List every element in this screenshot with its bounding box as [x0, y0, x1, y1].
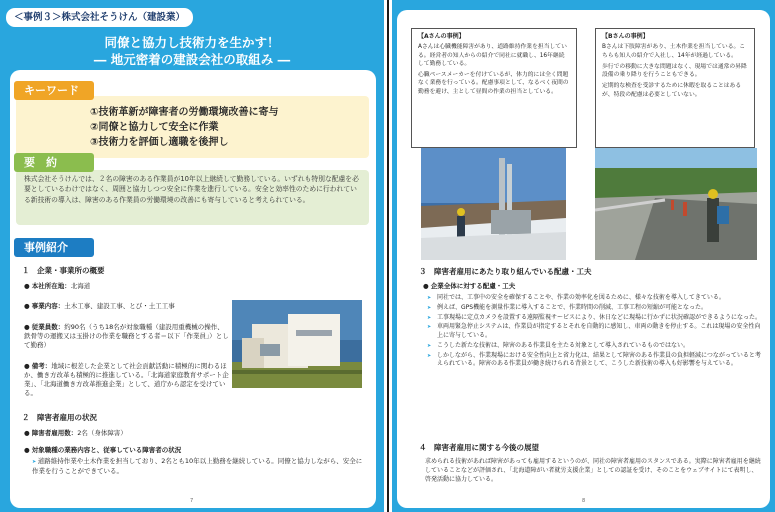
- title-line-2: ― 地元密着の建設会社の取組み ―: [93, 52, 291, 67]
- case-a-para-1: Aさんは心臓機能障害があり、道路維持作業を担当している。経営者の知人からの紹介で同社に就職し、16年継続して勤務している。: [418, 44, 567, 67]
- case-label: ＜事例３＞株式会社そうけん（建設業）: [6, 8, 193, 27]
- case-b-para-2: 歩行での移動に大きな問題はなく、現場では通常の昇降設備の乗り降りを行うこともできる。: [602, 63, 747, 79]
- location-value: 北海道: [70, 282, 91, 290]
- section-3-title: ３ 障害者雇用にあたり取り組んでいる配慮・工夫: [419, 267, 592, 276]
- employees-label: 従業員数：: [31, 323, 65, 331]
- case-b-box: [595, 28, 755, 148]
- summary-text: 株式会社そうけんでは、２名の障害のある作業員が10年以上継続して勤務している。いずれも特別な配慮を必要としているわけではなく、周囲と協力しつつ安全に作業を進行している。安全と効率性のために行われている新技術の導入は、障害のある作業員の労働環境の改善にも寄与していると考えられている。: [24, 175, 359, 204]
- location-row: ● 本社所在地：北海道: [24, 282, 91, 290]
- case-b-title: 【Bさんの事例】: [602, 33, 649, 40]
- case-b-para-1: Bさんは下肢障害があり、土木作業を担当している。こちらも知人の紹介で入社し、14年が経過している。: [602, 44, 746, 59]
- case-a-title: 【Aさんの事例】: [418, 33, 465, 40]
- company-wide-row: ● 企業全体に対する配慮・工夫: [423, 282, 516, 290]
- keywords-tag: キーワード: [14, 81, 94, 100]
- remarks-value: 地域に根差した企業として社会貢献活動に積極的に関わるほか、働き方改革も積極的に推進している。「北海道家庭教育サポート企業」、「北海道働き方改革推進企業」として、道庁から認定を受けている。: [24, 362, 229, 397]
- duties-text: 道路維持作業や土木作業を担当しており、2名とも10年以上勤務を継続している。同僚と協力しながら、安全に作業を行うことができている。: [32, 457, 363, 475]
- page-divider: [384, 0, 392, 512]
- left-page: [0, 0, 384, 512]
- keyword-1: ①技術革新が障害者の労働環境改善に寄与: [90, 107, 279, 118]
- case-a-box: [411, 28, 577, 148]
- duties-row: ● 対象職種の業務内容と、従事している障害者の状況: [24, 446, 182, 454]
- remarks-row: ● 備考：地域に根差した企業として社会貢献活動に積極的に関わるほか、働き方改革も積極的に推進している。「北海道家庭教育サポート企業」、「北海道働き方改革推進企業」として、道庁から認定を受けている。: [24, 362, 229, 397]
- location-label: 本社所在地：: [31, 282, 71, 290]
- right-page: [392, 0, 775, 512]
- measure-item: ➤ こうした新たな技術は、障害のある作業員を主たる対象として導入されているものではない。: [427, 342, 762, 351]
- duties-text-row: ➤ 道路維持作業や土木作業を担当しており、2名とも10年以上勤務を継続している。同僚と協力しながら、安全に作業を行うことができている。: [32, 457, 363, 475]
- page-number-right: 8: [582, 498, 586, 504]
- company-building-photo: [232, 300, 362, 388]
- summary-tag: 要 約: [14, 153, 94, 172]
- measure-item: ➤ 例えば、GPS機能を測量作業に導入することで、作業時間の削減、工事工程の短縮が可能となった。: [427, 304, 762, 313]
- keyword-2: ②同僚と協力して安全に作業: [90, 122, 219, 133]
- measure-item: ➤ 同社では、工事中の安全を確保することや、作業の効率化を図るために、様々な技術を導入してきている。: [427, 294, 762, 303]
- case-a-para-2: 心臓ペースメーカーを付けているが、体力的には全く問題なく業務を行っている。配慮事項として、なるべく夜間の勤務を避け、主として昼間の作業の担当としている。: [418, 72, 569, 95]
- case-b-para-3: 定期的な検査を受診するために休暇を取ることはあるが、特段の配慮は必要としていない。: [602, 83, 742, 98]
- measure-item: ➤ しかしながら、作業現場における安全性向上と省力化は、結果として障害のある作業員の負担軽減につながっていると考えられている。障害のある作業員が働き続けられる背景として、こうした新技術の導入も好影響を与えている。: [427, 352, 762, 369]
- intro-tag: 事例紹介: [14, 238, 94, 257]
- business-row: ● 事業内容：土木工事、建設工事、とび・土工工事: [24, 302, 175, 310]
- employees-value: 約90名（うち18名が対象職種（建設用重機械の操作、鉄骨等の運搬又は玉掛けの作業を職務とする者＝以下「作業員」）として勤務）: [24, 323, 229, 349]
- disabled-count-row: ● 障害者雇用数：2名（身体障害）: [24, 429, 127, 437]
- road-work-photo: [595, 148, 757, 260]
- outlook-text: 求められる技術があれば障害があっても雇用するというのが、同社の障害者雇用のスタンスである。実際に障害者雇用を継続していることなどが評価され、「北海道障がい者就労支援企業」としての認証を受け、そのことをウェブサイトにて表明し、啓発活動に協力している。: [425, 458, 761, 483]
- business-value: 土木工事、建設工事、とび・土工工事: [64, 302, 175, 310]
- employees-row: ● 従業員数：約90名（うち18名が対象職種（建設用重機械の操作、鉄骨等の運搬又は玉掛けの作業を職務とする者＝以下「作業員」）として勤務）: [24, 323, 229, 349]
- measures-list: [427, 294, 762, 370]
- section-1-title: １ 企業・事業所の概要: [22, 266, 105, 275]
- worker-snow-photo: [421, 148, 566, 260]
- business-label: 事業内容：: [31, 302, 65, 310]
- keyword-3: ③技術力を評価し適職を後押し: [90, 137, 229, 148]
- page-number-left: 7: [190, 498, 194, 504]
- disabled-count-label: 障害者雇用数：: [31, 429, 78, 437]
- right-content-sheet: [397, 10, 770, 508]
- company-wide-title: 企業全体に対する配慮・工夫: [430, 282, 516, 290]
- left-content-sheet: [10, 70, 376, 508]
- measure-item: ➤ 工事現場に定点カメラを設置する遠隔監視サービスにより、休日などに現場に行かずに状況確認ができるようになった。: [427, 314, 762, 323]
- section-2-title: ２ 障害者雇用の状況: [22, 413, 97, 422]
- disabled-count-value: 2名（身体障害）: [77, 429, 127, 437]
- section-4-title: ４ 障害者雇用に関する今後の展望: [419, 443, 539, 452]
- remarks-label: 備考：: [31, 362, 52, 370]
- title-line-1: 同僚と協力し技術力を生かす！: [104, 35, 280, 50]
- measure-item: ➤ 車両用緊急停止システムは、作業員が指定するとそれを自動的に感知し、車両の動きを停止する。これは現場の安全性向上に寄与している。: [427, 323, 762, 340]
- duties-title: 対象職種の業務内容と、従事している障害者の状況: [31, 446, 182, 454]
